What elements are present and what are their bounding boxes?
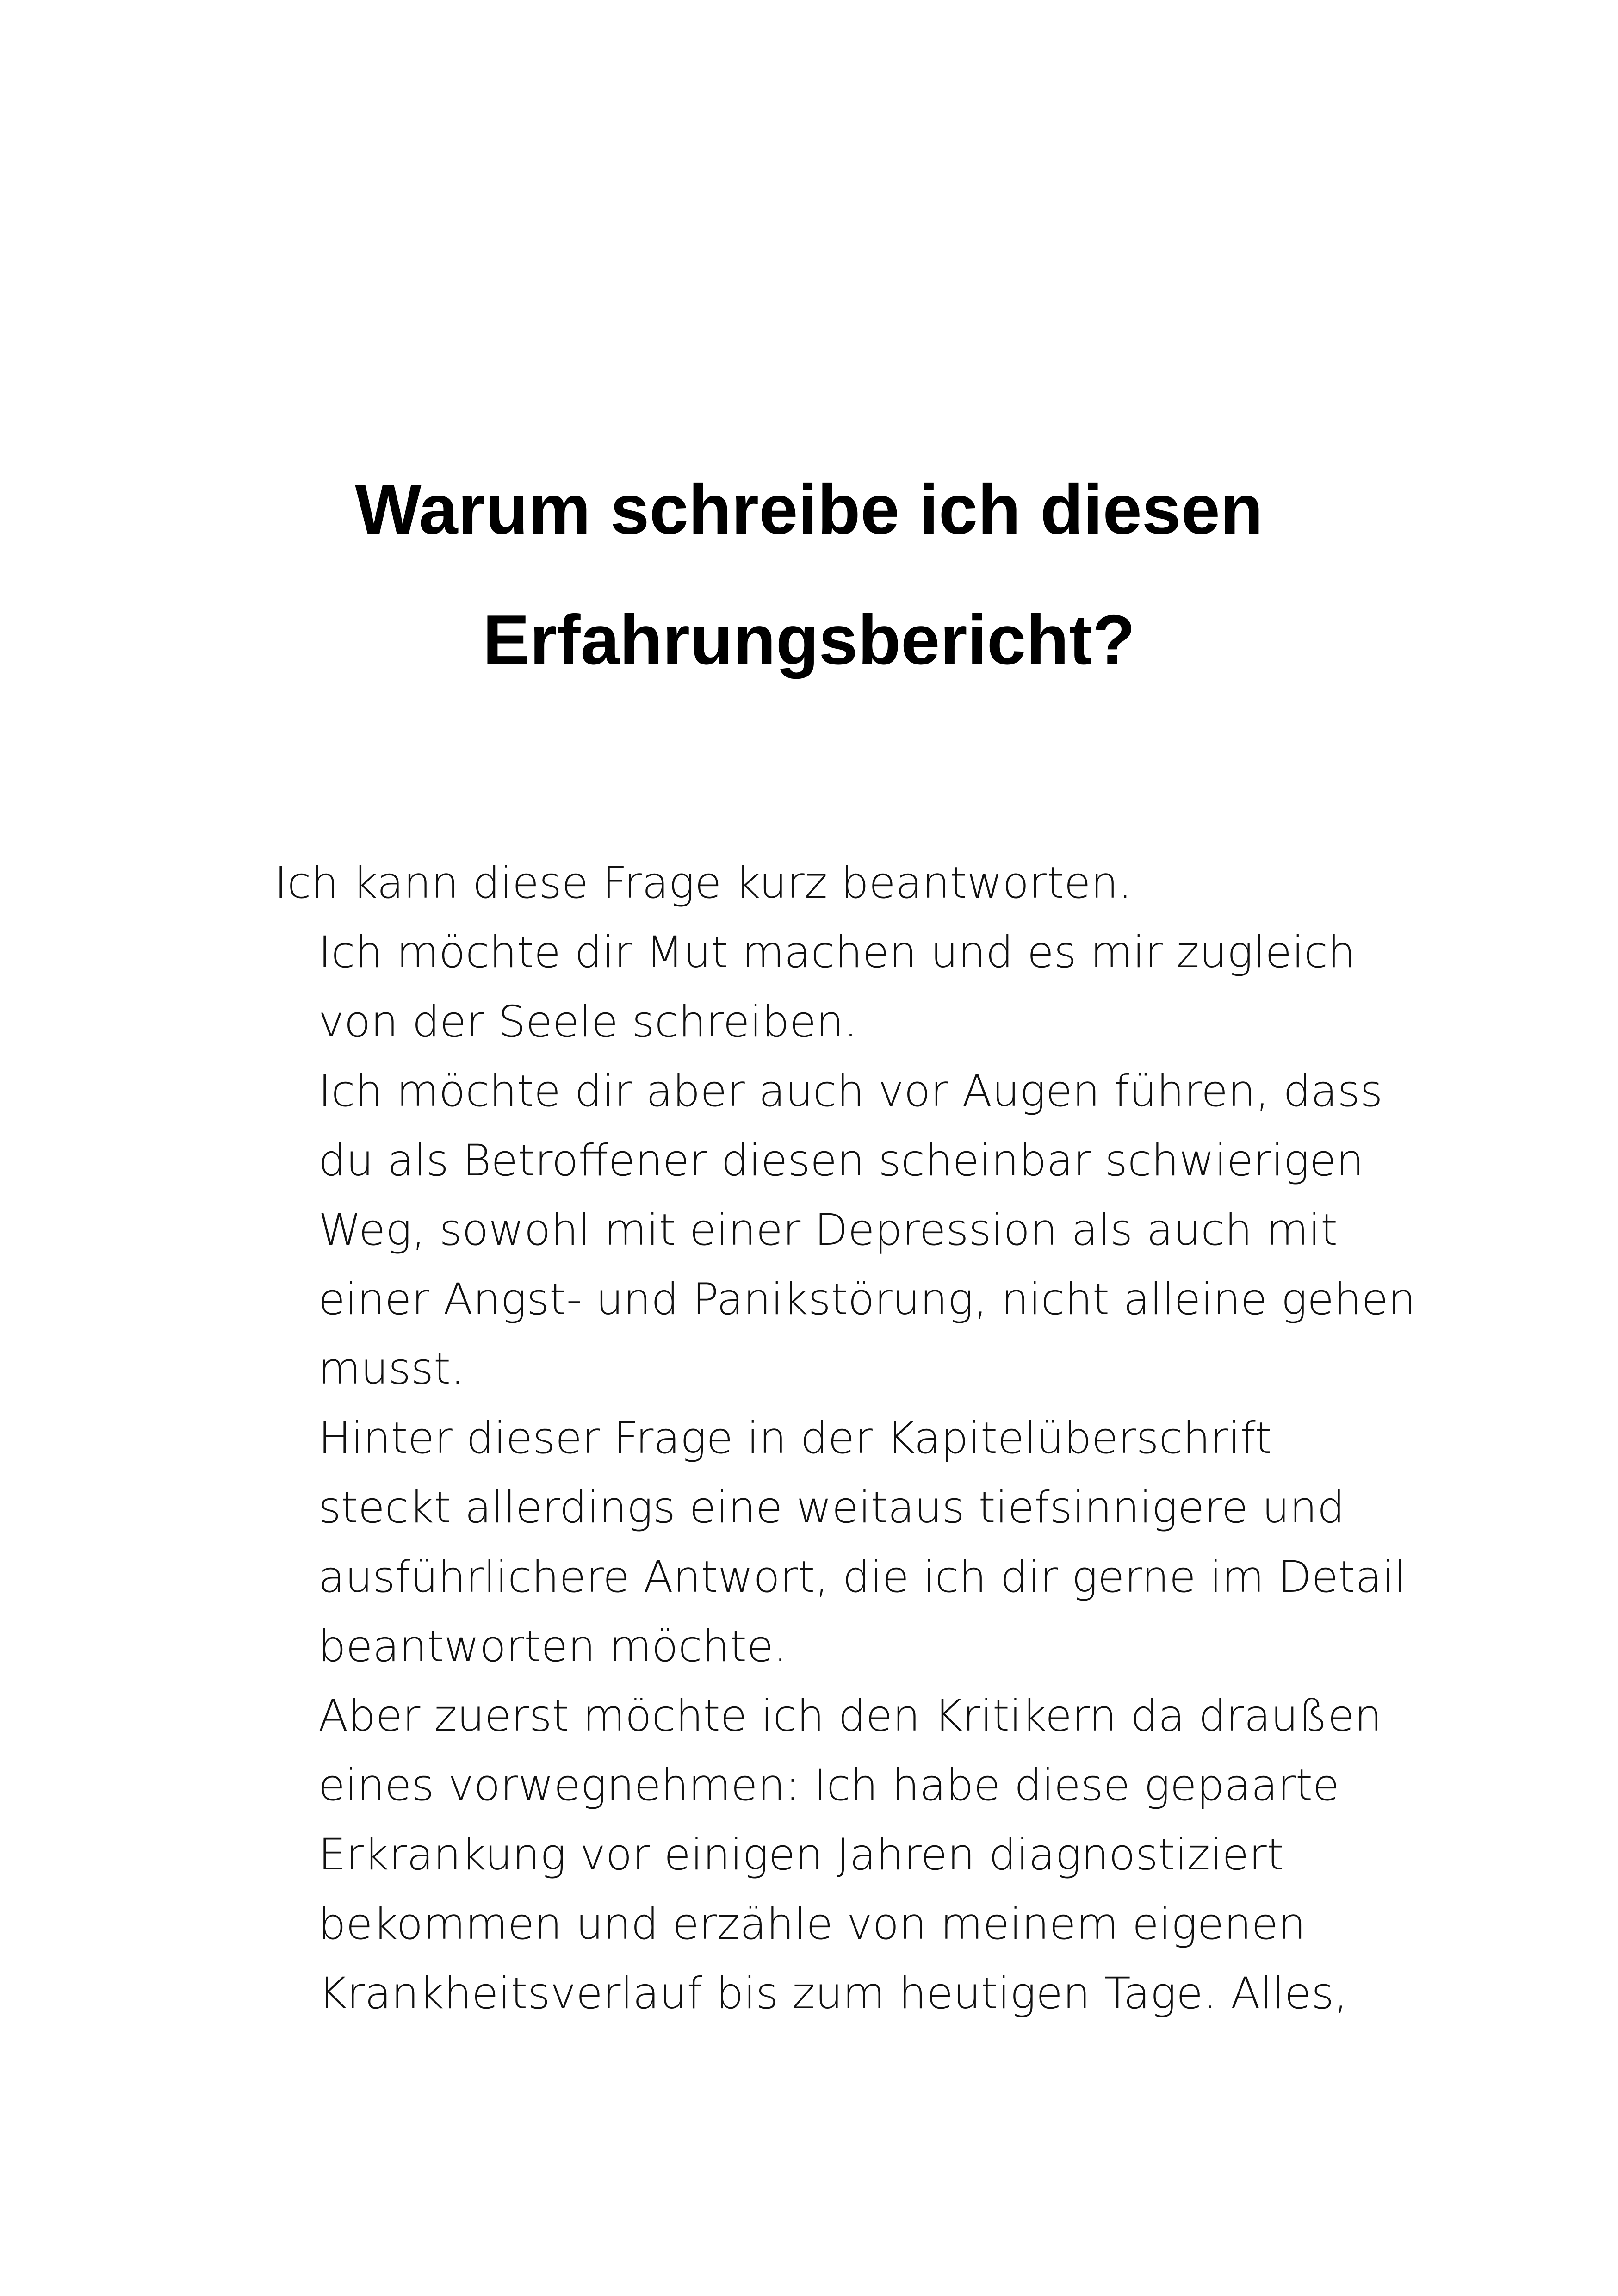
text-line: einer Angst- und Panikstörung, nicht alleine gehen	[318, 1274, 1416, 1325]
text-line: Ich kann diese Frage kurz beantworten.	[274, 858, 1132, 908]
text-line: eines vorwegnehmen: Ich habe diese gepaarte	[318, 1760, 1339, 1811]
text-line: bekommen und erzähle von meinem eigenen	[318, 1899, 1306, 1949]
chapter-title-line: Erfahrungsbericht?	[483, 601, 1135, 679]
text-line: ausführlichere Antwort, die ich dir gerne im Detail	[318, 1552, 1407, 1602]
paragraph	[274, 1404, 1407, 1682]
text-line: Weg, sowohl mit einer Depression als auch mit	[318, 1205, 1338, 1255]
text-line: du als Betroffener diesen scheinbar schwierigen	[318, 1136, 1364, 1186]
text-line: Hinter dieser Frage in der Kapitelüberschrift	[318, 1413, 1272, 1464]
paragraph	[274, 1057, 1416, 1404]
paragraph	[274, 1682, 1382, 2029]
paragraph	[274, 918, 1366, 1057]
paragraph	[274, 849, 1366, 918]
chapter-title	[0, 444, 1618, 705]
text-line: beantworten möchte.	[318, 1621, 787, 1672]
text-line: Erkrankung vor einigen Jahren diagnostiziert	[318, 1830, 1284, 1880]
text-line: steckt allerdings eine weitaus tiefsinnigere und	[318, 1483, 1345, 1533]
text-line: musst.	[318, 1344, 465, 1394]
text-line: Ich möchte dir Mut machen und es mir zugleich	[318, 927, 1356, 978]
text-line: Aber zuerst möchte ich den Kritikern da draußen	[318, 1691, 1382, 1741]
text-line: Ich möchte dir aber auch vor Augen führen, dass	[318, 1066, 1383, 1117]
chapter-title-line: Warum schreibe ich diesen	[355, 470, 1263, 549]
body-text	[274, 849, 1416, 2029]
text-line: von der Seele schreiben.	[318, 997, 858, 1047]
text-line: Krankheitsverlauf bis zum heutigen Tage. Alles,	[318, 1968, 1348, 2019]
